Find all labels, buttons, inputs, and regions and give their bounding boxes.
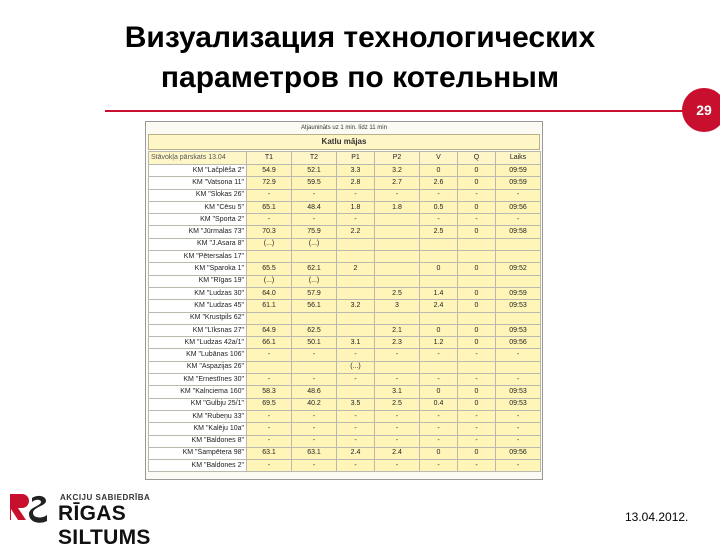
table-row — [149, 349, 541, 361]
column-header: Laiks — [496, 152, 541, 165]
slide-date: 13.04.2012. — [625, 510, 689, 524]
table-row — [149, 435, 541, 447]
value-cell: - — [337, 214, 375, 226]
value-cell: - — [375, 460, 420, 472]
slide-title — [60, 18, 660, 98]
value-cell: 2.5 — [420, 226, 458, 238]
value-cell — [337, 275, 375, 287]
value-cell: - — [496, 349, 541, 361]
value-cell: 0 — [420, 386, 458, 398]
table-row — [149, 287, 541, 299]
value-cell: 0 — [420, 324, 458, 336]
value-cell: - — [292, 410, 337, 422]
column-header: V — [420, 152, 458, 165]
value-cell: 2.4 — [337, 447, 375, 459]
value-cell: 0 — [458, 398, 496, 410]
column-header: Q — [458, 152, 496, 165]
boiler-name-cell: KM "Ludzas 45" — [149, 300, 247, 312]
value-cell: 50.1 — [292, 337, 337, 349]
slide-title-line-2: параметров по котельным — [160, 61, 560, 94]
value-cell: 3.2 — [337, 300, 375, 312]
value-cell: - — [458, 349, 496, 361]
table-row — [149, 324, 541, 336]
value-cell: 70.3 — [247, 226, 292, 238]
title-divider — [105, 110, 685, 112]
boiler-name-cell: KM "Ernestīnes 30" — [149, 374, 247, 386]
value-cell: 40.2 — [292, 398, 337, 410]
boiler-name-cell: KM "Jūrmalas 73" — [149, 226, 247, 238]
value-cell: 2.4 — [375, 447, 420, 459]
value-cell: - — [292, 189, 337, 201]
value-cell: 0 — [458, 177, 496, 189]
boiler-name-cell: KM "Rīgas 19" — [149, 275, 247, 287]
value-cell: 0 — [458, 287, 496, 299]
value-cell: (...) — [292, 238, 337, 250]
value-cell: - — [420, 214, 458, 226]
table-row — [149, 300, 541, 312]
header-status-cell: Stāvokļa pārskats 13.04 — [149, 152, 247, 165]
value-cell: - — [337, 189, 375, 201]
value-cell: 09:59 — [496, 165, 541, 177]
value-cell: 1.8 — [375, 201, 420, 213]
table-row — [149, 460, 541, 472]
value-cell — [247, 251, 292, 263]
boiler-name-cell: KM "Lačplēša 2" — [149, 165, 247, 177]
value-cell: 56.1 — [292, 300, 337, 312]
value-cell: - — [337, 460, 375, 472]
table-row — [149, 238, 541, 250]
value-cell: - — [458, 214, 496, 226]
boiler-name-cell: KM "Aspazijas 26" — [149, 361, 247, 373]
boiler-name-cell: KM "Ludzas 30" — [149, 287, 247, 299]
value-cell: - — [337, 435, 375, 447]
value-cell — [420, 275, 458, 287]
value-cell: 63.1 — [247, 447, 292, 459]
value-cell: 57.9 — [292, 287, 337, 299]
value-cell: 09:56 — [496, 201, 541, 213]
value-cell: - — [292, 423, 337, 435]
value-cell: 3 — [375, 300, 420, 312]
value-cell: - — [458, 410, 496, 422]
table-row — [149, 263, 541, 275]
value-cell: 0 — [458, 337, 496, 349]
boiler-name-cell: KM "J.Asara 8" — [149, 238, 247, 250]
value-cell — [292, 251, 337, 263]
table-header-row — [149, 152, 541, 165]
value-cell: 2.1 — [375, 324, 420, 336]
value-cell: 3.1 — [337, 337, 375, 349]
value-cell: - — [375, 349, 420, 361]
value-cell — [496, 251, 541, 263]
boiler-name-cell: KM "Baldones 2" — [149, 460, 247, 472]
value-cell: 3.5 — [337, 398, 375, 410]
boiler-name-cell: KM "Sporta 2" — [149, 214, 247, 226]
value-cell: 09:53 — [496, 324, 541, 336]
table-row — [149, 374, 541, 386]
value-cell — [375, 214, 420, 226]
value-cell: - — [292, 214, 337, 226]
value-cell — [458, 275, 496, 287]
boiler-name-cell: KM "Krustpils 62" — [149, 312, 247, 324]
value-cell: - — [247, 410, 292, 422]
boiler-name-cell: KM "Vatsona 11" — [149, 177, 247, 189]
value-cell — [420, 312, 458, 324]
boiler-name-cell: KM "Gulbju 25/1" — [149, 398, 247, 410]
value-cell: 0 — [458, 324, 496, 336]
value-cell — [337, 386, 375, 398]
value-cell — [375, 226, 420, 238]
value-cell: 1.4 — [420, 287, 458, 299]
report-group-title: Katlu mājas — [148, 134, 540, 150]
value-cell: 09:59 — [496, 177, 541, 189]
table-row — [149, 201, 541, 213]
value-cell: - — [247, 189, 292, 201]
value-cell: - — [496, 460, 541, 472]
value-cell: - — [496, 189, 541, 201]
value-cell: 0 — [458, 201, 496, 213]
value-cell: - — [247, 435, 292, 447]
value-cell: - — [496, 214, 541, 226]
value-cell: 2.8 — [337, 177, 375, 189]
boiler-name-cell: KM "Kalnciema 160" — [149, 386, 247, 398]
value-cell: - — [292, 460, 337, 472]
table-row — [149, 251, 541, 263]
value-cell: 2.6 — [420, 177, 458, 189]
value-cell: - — [337, 374, 375, 386]
value-cell: - — [420, 435, 458, 447]
value-cell: 69.5 — [247, 398, 292, 410]
value-cell: - — [420, 410, 458, 422]
value-cell — [375, 238, 420, 250]
value-cell: 66.1 — [247, 337, 292, 349]
value-cell: 2.5 — [375, 398, 420, 410]
company-logo-mark-icon — [8, 490, 48, 524]
logo-org-type: AKCIJU SABIEDRĪBA — [60, 493, 151, 502]
boiler-name-cell: KM "Pētersalas 17" — [149, 251, 247, 263]
value-cell: 0 — [420, 263, 458, 275]
value-cell: - — [337, 349, 375, 361]
value-cell — [247, 312, 292, 324]
boiler-name-cell: KM "Sparoka 1" — [149, 263, 247, 275]
value-cell: - — [496, 435, 541, 447]
value-cell: - — [458, 374, 496, 386]
value-cell: 09:53 — [496, 300, 541, 312]
value-cell: 0.4 — [420, 398, 458, 410]
table-row — [149, 361, 541, 373]
value-cell: 2.2 — [337, 226, 375, 238]
value-cell: - — [420, 460, 458, 472]
value-cell: 0 — [420, 447, 458, 459]
table-row — [149, 423, 541, 435]
value-cell — [337, 238, 375, 250]
value-cell: - — [292, 435, 337, 447]
boiler-parameters-table — [148, 151, 541, 472]
column-header: T2 — [292, 152, 337, 165]
table-row — [149, 165, 541, 177]
report-caption: Atjaunināts uz 1 min. līdz 11 min — [301, 125, 387, 131]
value-cell: 62.5 — [292, 324, 337, 336]
column-header: P1 — [337, 152, 375, 165]
value-cell: 09:58 — [496, 226, 541, 238]
boiler-name-cell: KM "Šampētera 98" — [149, 447, 247, 459]
value-cell — [337, 251, 375, 263]
value-cell: - — [496, 410, 541, 422]
value-cell — [496, 275, 541, 287]
value-cell — [292, 361, 337, 373]
value-cell: - — [247, 374, 292, 386]
value-cell — [496, 312, 541, 324]
value-cell — [420, 238, 458, 250]
value-cell: - — [458, 189, 496, 201]
table-row — [149, 447, 541, 459]
table-row — [149, 275, 541, 287]
boiler-name-cell: KM "Rubeņu 33" — [149, 410, 247, 422]
value-cell: 0 — [458, 226, 496, 238]
value-cell: - — [337, 410, 375, 422]
value-cell: - — [247, 349, 292, 361]
value-cell — [337, 312, 375, 324]
boiler-name-cell: KM "Baldones 8" — [149, 435, 247, 447]
value-cell: 59.5 — [292, 177, 337, 189]
value-cell: 0.5 — [420, 201, 458, 213]
boiler-name-cell: KM "Slokas 26" — [149, 189, 247, 201]
value-cell: 0 — [458, 263, 496, 275]
boiler-report-panel — [145, 121, 543, 480]
value-cell — [375, 263, 420, 275]
table-row — [149, 398, 541, 410]
value-cell: 1.8 — [337, 201, 375, 213]
value-cell: 3.1 — [375, 386, 420, 398]
value-cell: - — [458, 435, 496, 447]
value-cell: 63.1 — [292, 447, 337, 459]
value-cell: - — [375, 189, 420, 201]
value-cell: 09:53 — [496, 398, 541, 410]
value-cell: - — [458, 423, 496, 435]
value-cell — [375, 275, 420, 287]
value-cell — [247, 361, 292, 373]
value-cell: 61.1 — [247, 300, 292, 312]
value-cell: - — [420, 189, 458, 201]
value-cell: - — [375, 374, 420, 386]
boiler-name-cell: KM "Lubānas 106" — [149, 349, 247, 361]
table-row — [149, 312, 541, 324]
value-cell: 3.3 — [337, 165, 375, 177]
value-cell: - — [420, 423, 458, 435]
value-cell: 64.9 — [247, 324, 292, 336]
value-cell: 54.9 — [247, 165, 292, 177]
value-cell: 72.9 — [247, 177, 292, 189]
value-cell: 75.9 — [292, 226, 337, 238]
value-cell: - — [420, 349, 458, 361]
logo-company-name: RĪGAS SILTUMS — [58, 502, 151, 549]
value-cell: 48.4 — [292, 201, 337, 213]
boiler-name-cell: KM "Līksnas 27" — [149, 324, 247, 336]
table-row — [149, 177, 541, 189]
value-cell: - — [458, 460, 496, 472]
table-body — [149, 165, 541, 472]
boiler-name-cell: KM "Kalēju 10a" — [149, 423, 247, 435]
page-number-badge: 29 — [682, 88, 720, 132]
value-cell: - — [247, 460, 292, 472]
boiler-name-cell: KM "Cēsu 5" — [149, 201, 247, 213]
value-cell — [375, 251, 420, 263]
value-cell: - — [375, 435, 420, 447]
value-cell: 2.7 — [375, 177, 420, 189]
value-cell: 09:56 — [496, 447, 541, 459]
value-cell: - — [420, 374, 458, 386]
table-row — [149, 386, 541, 398]
value-cell: 1.2 — [420, 337, 458, 349]
value-cell: 2.4 — [420, 300, 458, 312]
value-cell: - — [496, 374, 541, 386]
value-cell: (...) — [292, 275, 337, 287]
table-row — [149, 410, 541, 422]
value-cell — [458, 238, 496, 250]
column-header: T1 — [247, 152, 292, 165]
value-cell: 65.5 — [247, 263, 292, 275]
value-cell: 2 — [337, 263, 375, 275]
value-cell: - — [375, 423, 420, 435]
value-cell — [458, 312, 496, 324]
value-cell: 0 — [458, 165, 496, 177]
value-cell — [337, 287, 375, 299]
table-row — [149, 337, 541, 349]
value-cell: 0 — [458, 386, 496, 398]
table-row — [149, 189, 541, 201]
value-cell: 2.5 — [375, 287, 420, 299]
value-cell — [375, 361, 420, 373]
slide-title-line-1: Визуализация технологических — [124, 21, 596, 54]
value-cell — [420, 251, 458, 263]
value-cell: 64.0 — [247, 287, 292, 299]
value-cell — [375, 312, 420, 324]
value-cell: 09:56 — [496, 337, 541, 349]
value-cell: - — [337, 423, 375, 435]
value-cell — [420, 361, 458, 373]
value-cell: 62.1 — [292, 263, 337, 275]
value-cell — [496, 238, 541, 250]
value-cell: 0 — [420, 165, 458, 177]
value-cell: - — [496, 423, 541, 435]
value-cell: - — [292, 374, 337, 386]
table-row — [149, 214, 541, 226]
value-cell: 0 — [458, 300, 496, 312]
value-cell: 09:59 — [496, 287, 541, 299]
value-cell: - — [375, 410, 420, 422]
value-cell: - — [247, 423, 292, 435]
column-header: P2 — [375, 152, 420, 165]
value-cell: 52.1 — [292, 165, 337, 177]
value-cell: (...) — [247, 238, 292, 250]
value-cell: (...) — [337, 361, 375, 373]
value-cell — [458, 251, 496, 263]
value-cell — [458, 361, 496, 373]
value-cell: 48.6 — [292, 386, 337, 398]
value-cell: - — [292, 349, 337, 361]
value-cell — [496, 361, 541, 373]
value-cell: (...) — [247, 275, 292, 287]
value-cell — [292, 312, 337, 324]
value-cell: 3.2 — [375, 165, 420, 177]
rigas-siltums-logo — [8, 490, 218, 549]
value-cell: 65.1 — [247, 201, 292, 213]
value-cell: 58.3 — [247, 386, 292, 398]
value-cell: - — [247, 214, 292, 226]
value-cell: 09:52 — [496, 263, 541, 275]
table-row — [149, 226, 541, 238]
value-cell: 0 — [458, 447, 496, 459]
value-cell — [337, 324, 375, 336]
value-cell: 2.3 — [375, 337, 420, 349]
value-cell: 09:53 — [496, 386, 541, 398]
boiler-name-cell: KM "Ludzas 42a/1" — [149, 337, 247, 349]
